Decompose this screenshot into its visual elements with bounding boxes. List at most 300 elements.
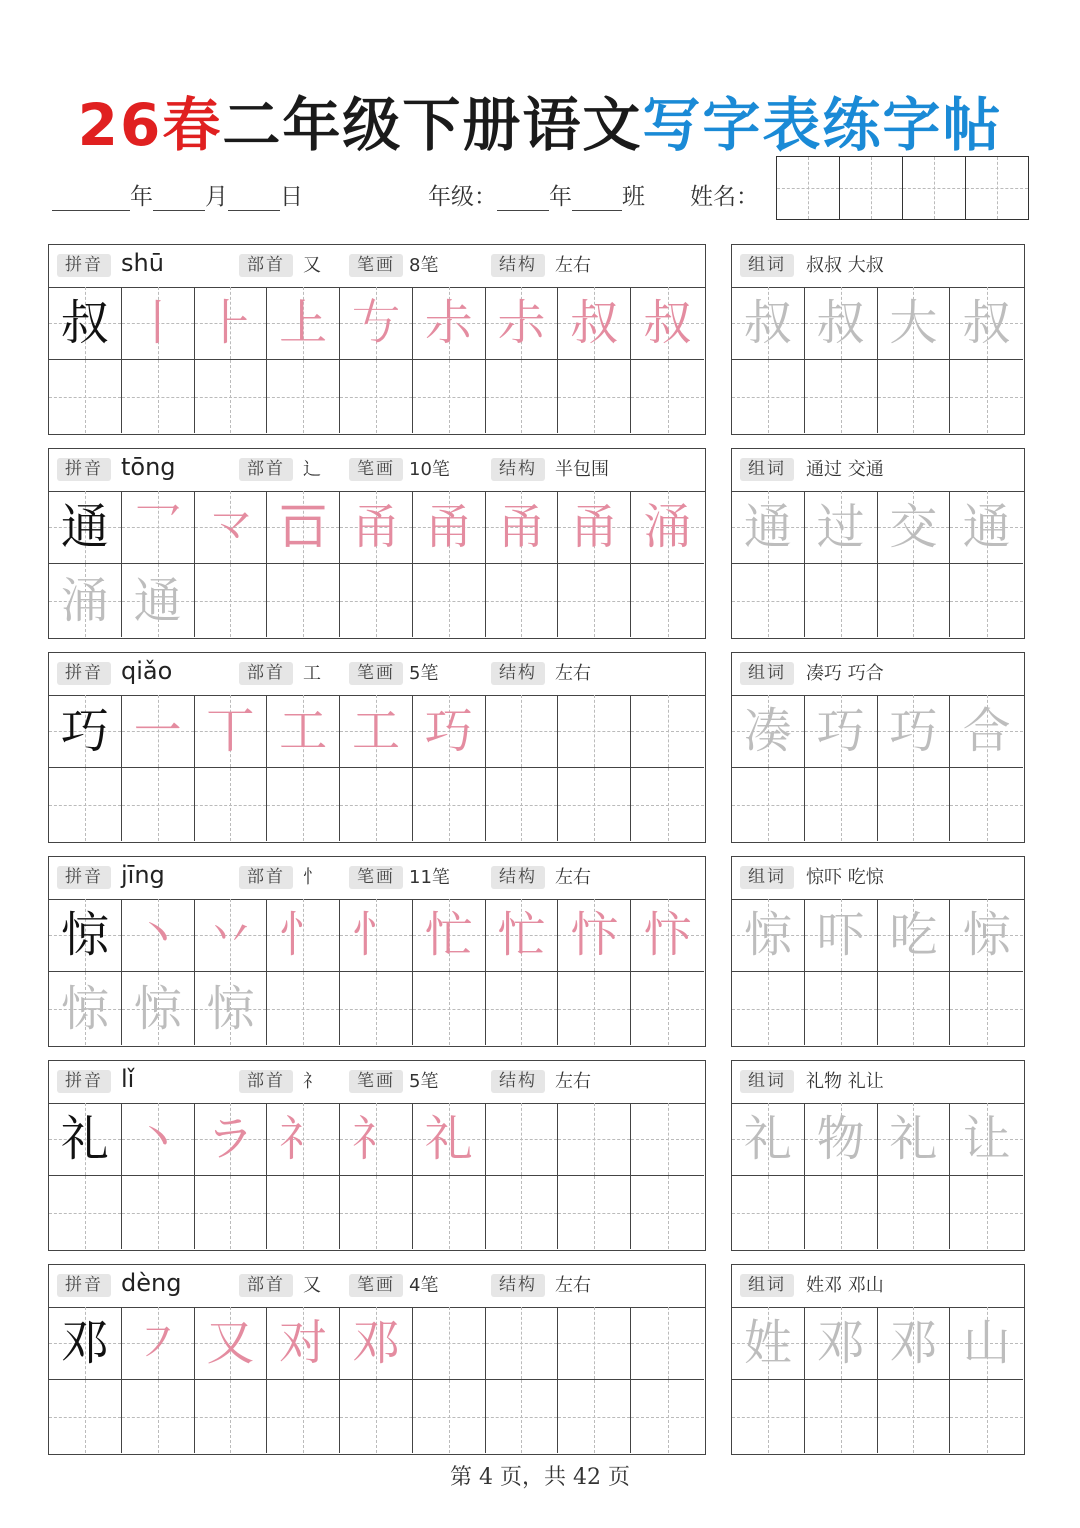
pinyin-value: dèng (121, 1269, 182, 1297)
practice-cell[interactable] (122, 491, 195, 564)
structure-tag: 结构 (491, 1274, 545, 1297)
practice-cell[interactable] (413, 360, 486, 433)
practice-cell[interactable] (122, 1176, 195, 1249)
practice-cell[interactable] (195, 1176, 268, 1249)
practice-cell[interactable] (195, 972, 268, 1045)
practice-cell[interactable] (732, 972, 805, 1045)
stroke-step-character: 𠮛 (279, 499, 328, 555)
stroke-step-character: 甬 (497, 499, 546, 555)
practice-cell[interactable] (558, 1380, 631, 1453)
practice-cell[interactable] (49, 695, 122, 768)
practice-cell[interactable] (950, 491, 1023, 564)
stroke-step-character: ラ (206, 1111, 255, 1167)
trace-character: 巧 (816, 703, 865, 759)
words-grid (732, 287, 1023, 433)
class-line (428, 178, 645, 211)
practice-cell[interactable] (267, 1307, 340, 1380)
writing-grid (49, 899, 704, 1045)
practice-cell[interactable] (340, 1103, 413, 1176)
practice-cell[interactable] (486, 287, 559, 360)
practice-cell[interactable] (878, 287, 951, 360)
practice-cell[interactable] (340, 491, 413, 564)
words-header (732, 449, 1024, 492)
strokes-value: 5笔 (409, 663, 439, 684)
practice-cell[interactable] (486, 1103, 559, 1176)
trace-character: 通 (133, 572, 182, 629)
pinyin-tag: 拼音 (57, 662, 111, 685)
radical-value: 礻 (303, 1071, 321, 1092)
practice-cell[interactable] (195, 564, 268, 637)
practice-cell[interactable] (413, 1176, 486, 1249)
stroke-step-character: 丶 (133, 1111, 182, 1167)
practice-cell[interactable] (49, 1380, 122, 1453)
radical-tag: 部首 (239, 254, 293, 277)
practice-cell[interactable] (878, 899, 951, 972)
practice-cell[interactable] (267, 899, 340, 972)
stroke-step-character: 巧 (424, 703, 473, 759)
practice-cell[interactable] (122, 768, 195, 841)
practice-cell[interactable] (558, 695, 631, 768)
practice-cell[interactable] (49, 768, 122, 841)
practice-cell[interactable] (122, 1307, 195, 1380)
stroke-step-character: 甬 (570, 499, 619, 555)
structure-tag: 结构 (491, 866, 545, 889)
practice-cell[interactable] (805, 1380, 878, 1453)
words-value: 凑巧 巧合 (806, 663, 884, 684)
practice-cell[interactable] (267, 360, 340, 433)
practice-cell[interactable] (950, 360, 1023, 433)
structure-value: 左右 (555, 867, 591, 888)
practice-cell[interactable] (878, 564, 951, 637)
practice-cell[interactable] (631, 972, 704, 1045)
practice-cell[interactable] (631, 491, 704, 564)
practice-cell[interactable] (413, 1103, 486, 1176)
practice-cell[interactable] (732, 360, 805, 433)
practice-cell[interactable] (805, 1307, 878, 1380)
practice-cell[interactable] (950, 972, 1023, 1045)
practice-cell[interactable] (267, 287, 340, 360)
trace-character: 交 (889, 499, 938, 555)
practice-cell[interactable] (413, 491, 486, 564)
name-box[interactable] (840, 157, 903, 219)
practice-cell[interactable] (732, 695, 805, 768)
stroke-step-character: 叔 (570, 295, 619, 351)
stroke-step-character: 甬 (424, 499, 473, 555)
practice-cell[interactable] (340, 360, 413, 433)
practice-cell[interactable] (732, 287, 805, 360)
practice-cell[interactable] (732, 768, 805, 841)
stroke-step-character: 尗 (497, 295, 546, 351)
character-block (48, 244, 706, 435)
practice-cell[interactable] (631, 899, 704, 972)
year-label: 年 (130, 184, 153, 210)
practice-cell[interactable] (732, 1176, 805, 1249)
practice-cell[interactable] (558, 899, 631, 972)
practice-cell[interactable] (805, 899, 878, 972)
practice-cell[interactable] (878, 360, 951, 433)
radical-tag: 部首 (239, 458, 293, 481)
practice-cell[interactable] (950, 287, 1023, 360)
month-label: 月 (205, 184, 228, 210)
practice-cell[interactable] (49, 360, 122, 433)
structure-tag: 结构 (491, 254, 545, 277)
practice-cell[interactable] (267, 1380, 340, 1453)
writing-grid (49, 1103, 704, 1249)
practice-cell[interactable] (805, 768, 878, 841)
practice-cell[interactable] (631, 1176, 704, 1249)
practice-cell[interactable] (413, 564, 486, 637)
practice-cell[interactable] (732, 564, 805, 637)
practice-cell[interactable] (267, 491, 340, 564)
practice-cell[interactable] (340, 1176, 413, 1249)
practice-cell[interactable] (631, 1103, 704, 1176)
practice-cell[interactable] (878, 695, 951, 768)
practice-cell[interactable] (878, 1380, 951, 1453)
trace-character: 惊 (206, 980, 255, 1037)
words-grid (732, 1103, 1023, 1249)
practice-cell[interactable] (558, 287, 631, 360)
practice-cell[interactable] (805, 972, 878, 1045)
practice-cell[interactable] (805, 1176, 878, 1249)
practice-cell[interactable] (558, 491, 631, 564)
practice-cell[interactable] (878, 1103, 951, 1176)
stroke-step-character: 礼 (424, 1111, 473, 1167)
practice-cell[interactable] (267, 564, 340, 637)
character-block (48, 1060, 706, 1251)
practice-cell[interactable] (267, 1176, 340, 1249)
words-tag: 组词 (740, 866, 794, 889)
practice-cell[interactable] (805, 491, 878, 564)
practice-cell[interactable] (122, 1380, 195, 1453)
trace-character: 涌 (60, 572, 109, 629)
practice-cell[interactable] (805, 287, 878, 360)
practice-cell[interactable] (950, 1103, 1023, 1176)
words-tag: 组词 (740, 662, 794, 685)
practice-cell[interactable] (49, 1103, 122, 1176)
practice-cell[interactable] (631, 287, 704, 360)
trace-character: 邓 (889, 1315, 938, 1371)
model-character: 通 (60, 499, 109, 555)
strokes-value: 10笔 (409, 459, 450, 480)
practice-cell[interactable] (195, 1380, 268, 1453)
words-value: 姓邓 邓山 (806, 1275, 884, 1296)
stroke-step-character: 丅 (206, 703, 255, 759)
stroke-step-character: 甬 (351, 499, 400, 555)
year-blank[interactable] (52, 188, 130, 211)
structure-tag: 结构 (491, 662, 545, 685)
block-header (49, 1265, 705, 1308)
practice-cell[interactable] (631, 360, 704, 433)
stroke-step-character: 对 (279, 1315, 328, 1371)
stroke-step-character: 叔 (643, 295, 692, 351)
strokes-tag: 笔画 (349, 1274, 403, 1297)
words-tag: 组词 (740, 458, 794, 481)
words-header (732, 1265, 1024, 1308)
practice-cell[interactable] (486, 899, 559, 972)
practice-cell[interactable] (631, 768, 704, 841)
practice-cell[interactable] (413, 1307, 486, 1380)
practice-cell[interactable] (122, 564, 195, 637)
trace-character: 姓 (743, 1315, 792, 1371)
trace-character: 叔 (962, 295, 1011, 351)
class-blank[interactable] (572, 188, 622, 211)
practice-cell[interactable] (413, 287, 486, 360)
words-tag: 组词 (740, 1274, 794, 1297)
practice-cell[interactable] (878, 972, 951, 1045)
radical-tag: 部首 (239, 1070, 293, 1093)
trace-character: 叔 (816, 295, 865, 351)
practice-cell[interactable] (195, 491, 268, 564)
stroke-step-character: 丨 (133, 295, 182, 351)
practice-cell[interactable] (486, 768, 559, 841)
practice-cell[interactable] (267, 1103, 340, 1176)
practice-cell[interactable] (486, 1176, 559, 1249)
stroke-step-character: 上 (279, 295, 328, 351)
practice-cell[interactable] (732, 1103, 805, 1176)
block-header (49, 857, 705, 900)
stroke-step-character: 忭 (643, 907, 692, 963)
practice-cell[interactable] (340, 287, 413, 360)
practice-cell[interactable] (486, 564, 559, 637)
practice-cell[interactable] (878, 491, 951, 564)
words-grid (732, 491, 1023, 637)
radical-value: 辶 (303, 459, 321, 480)
practice-cell[interactable] (878, 1307, 951, 1380)
words-value: 叔叔 大叔 (806, 255, 884, 276)
practice-cell[interactable] (195, 1103, 268, 1176)
words-block (731, 1060, 1025, 1251)
practice-cell[interactable] (267, 695, 340, 768)
practice-cell[interactable] (486, 1380, 559, 1453)
practice-cell[interactable] (805, 564, 878, 637)
strokes-tag: 笔画 (349, 662, 403, 685)
stroke-step-character: 尗 (424, 295, 473, 351)
words-block (731, 652, 1025, 843)
trace-character: 叔 (743, 295, 792, 351)
words-header (732, 245, 1024, 288)
trace-character: 通 (743, 499, 792, 555)
pinyin-tag: 拼音 (57, 254, 111, 277)
practice-cell[interactable] (805, 360, 878, 433)
practice-cell[interactable] (122, 287, 195, 360)
pinyin-value: shū (121, 249, 164, 277)
month-blank[interactable] (153, 188, 205, 211)
page-title (0, 78, 1080, 162)
writing-grid (49, 287, 704, 433)
strokes-value: 4笔 (409, 1275, 439, 1296)
practice-cell[interactable] (950, 1307, 1023, 1380)
stroke-step-character: ㇇ (133, 1315, 182, 1371)
practice-cell[interactable] (631, 564, 704, 637)
practice-cell[interactable] (950, 1380, 1023, 1453)
day-label: 日 (280, 184, 303, 210)
radical-tag: 部首 (239, 662, 293, 685)
practice-cell[interactable] (340, 899, 413, 972)
practice-cell[interactable] (486, 1307, 559, 1380)
practice-cell[interactable] (878, 1176, 951, 1249)
practice-cell[interactable] (950, 1176, 1023, 1249)
practice-cell[interactable] (878, 768, 951, 841)
practice-cell[interactable] (122, 1103, 195, 1176)
radical-value: 工 (303, 663, 321, 684)
practice-cell[interactable] (631, 695, 704, 768)
practice-cell[interactable] (732, 1380, 805, 1453)
stroke-step-character: 邓 (351, 1315, 400, 1371)
stroke-step-character: 忙 (424, 907, 473, 963)
strokes-tag: 笔画 (349, 458, 403, 481)
trace-character: 合 (962, 703, 1011, 759)
stroke-step-character: 𠀁 (351, 295, 400, 351)
stroke-step-character: 丶 (133, 907, 182, 963)
strokes-value: 11笔 (409, 867, 450, 888)
practice-cell[interactable] (195, 287, 268, 360)
practice-cell[interactable] (486, 491, 559, 564)
practice-cell[interactable] (49, 1176, 122, 1249)
practice-cell[interactable] (49, 972, 122, 1045)
practice-cell[interactable] (49, 1307, 122, 1380)
practice-cell[interactable] (486, 972, 559, 1045)
practice-cell[interactable] (267, 972, 340, 1045)
practice-cell[interactable] (950, 768, 1023, 841)
stroke-step-character: 乛 (133, 499, 182, 555)
practice-cell[interactable] (558, 972, 631, 1045)
practice-cell[interactable] (122, 899, 195, 972)
stroke-step-character: 礻 (351, 1111, 400, 1167)
name-box[interactable] (966, 157, 1028, 219)
stroke-step-character: 工 (351, 703, 400, 759)
structure-tag: 结构 (491, 1070, 545, 1093)
practice-cell[interactable] (413, 768, 486, 841)
title-part1: 26春 (77, 91, 223, 159)
practice-cell[interactable] (558, 564, 631, 637)
practice-cell[interactable] (413, 972, 486, 1045)
practice-cell[interactable] (49, 564, 122, 637)
character-block (48, 1264, 706, 1455)
block-header (49, 449, 705, 492)
practice-cell[interactable] (340, 972, 413, 1045)
character-block (48, 652, 706, 843)
practice-cell[interactable] (195, 360, 268, 433)
words-grid (732, 899, 1023, 1045)
block-header (49, 245, 705, 288)
practice-cell[interactable] (805, 695, 878, 768)
day-blank[interactable] (228, 188, 280, 211)
practice-cell[interactable] (340, 1307, 413, 1380)
stroke-step-character: 忄 (279, 907, 328, 963)
writing-grid (49, 1307, 704, 1453)
practice-cell[interactable] (122, 360, 195, 433)
practice-cell[interactable] (732, 899, 805, 972)
title-part3: 写字表练字帖 (642, 91, 1003, 159)
words-block (731, 448, 1025, 639)
practice-cell[interactable] (413, 1380, 486, 1453)
trace-character: 过 (816, 499, 865, 555)
stroke-step-character: 忭 (570, 907, 619, 963)
practice-cell[interactable] (340, 768, 413, 841)
words-tag: 组词 (740, 1070, 794, 1093)
trace-character: 通 (962, 499, 1011, 555)
practice-cell[interactable] (195, 899, 268, 972)
words-tag: 组词 (740, 254, 794, 277)
practice-cell[interactable] (805, 1103, 878, 1176)
practice-cell[interactable] (195, 768, 268, 841)
pinyin-tag: 拼音 (57, 866, 111, 889)
stroke-step-character: 涌 (643, 499, 692, 555)
practice-cell[interactable] (49, 491, 122, 564)
trace-character: 山 (962, 1315, 1011, 1371)
writing-grid (49, 491, 704, 637)
words-block (731, 1264, 1025, 1455)
practice-cell[interactable] (558, 360, 631, 433)
practice-cell[interactable] (950, 564, 1023, 637)
practice-cell[interactable] (486, 360, 559, 433)
model-character: 邓 (60, 1315, 109, 1371)
practice-cell[interactable] (558, 1176, 631, 1249)
practice-cell[interactable] (732, 1307, 805, 1380)
trace-character: 礼 (743, 1111, 792, 1167)
practice-cell[interactable] (267, 768, 340, 841)
strokes-tag: 笔画 (349, 1070, 403, 1093)
pinyin-value: qiǎo (121, 657, 173, 685)
practice-cell[interactable] (340, 695, 413, 768)
grade-blank[interactable] (497, 188, 549, 211)
practice-cell[interactable] (49, 899, 122, 972)
practice-cell[interactable] (49, 287, 122, 360)
words-grid (732, 1307, 1023, 1453)
structure-value: 半包围 (555, 459, 609, 480)
stroke-step-character: 丷 (206, 907, 255, 963)
stroke-step-character: 又 (206, 1315, 255, 1371)
page-footer: 第 4 页，共 42 页 (450, 1465, 630, 1490)
structure-value: 左右 (555, 663, 591, 684)
practice-cell[interactable] (558, 1307, 631, 1380)
name-box[interactable] (903, 157, 966, 219)
block-header (49, 1061, 705, 1104)
practice-cell[interactable] (122, 695, 195, 768)
strokes-tag: 笔画 (349, 866, 403, 889)
practice-cell[interactable] (340, 564, 413, 637)
block-header (49, 653, 705, 696)
practice-cell[interactable] (413, 899, 486, 972)
trace-character: 大 (889, 295, 938, 351)
pinyin-value: lǐ (121, 1065, 135, 1093)
practice-cell[interactable] (558, 768, 631, 841)
practice-cell[interactable] (413, 695, 486, 768)
practice-cell[interactable] (631, 1307, 704, 1380)
practice-cell[interactable] (558, 1103, 631, 1176)
practice-cell[interactable] (732, 491, 805, 564)
practice-cell[interactable] (122, 972, 195, 1045)
stroke-step-character: ⺊ (206, 295, 255, 351)
grade-year-label: 年 (549, 184, 572, 210)
practice-cell[interactable] (631, 1380, 704, 1453)
practice-cell[interactable] (195, 695, 268, 768)
stroke-step-character: 工 (279, 703, 328, 759)
name-label: 姓名： (690, 184, 759, 210)
model-character: 礼 (60, 1111, 109, 1167)
name-boxes[interactable] (776, 156, 1029, 220)
words-header (732, 1061, 1024, 1104)
practice-cell[interactable] (486, 695, 559, 768)
practice-cell[interactable] (340, 1380, 413, 1453)
name-box[interactable] (777, 157, 840, 219)
practice-cell[interactable] (950, 899, 1023, 972)
radical-value: 又 (303, 255, 321, 276)
trace-character: 让 (962, 1111, 1011, 1167)
practice-cell[interactable] (950, 695, 1023, 768)
trace-character: 惊 (962, 907, 1011, 963)
practice-cell[interactable] (195, 1307, 268, 1380)
